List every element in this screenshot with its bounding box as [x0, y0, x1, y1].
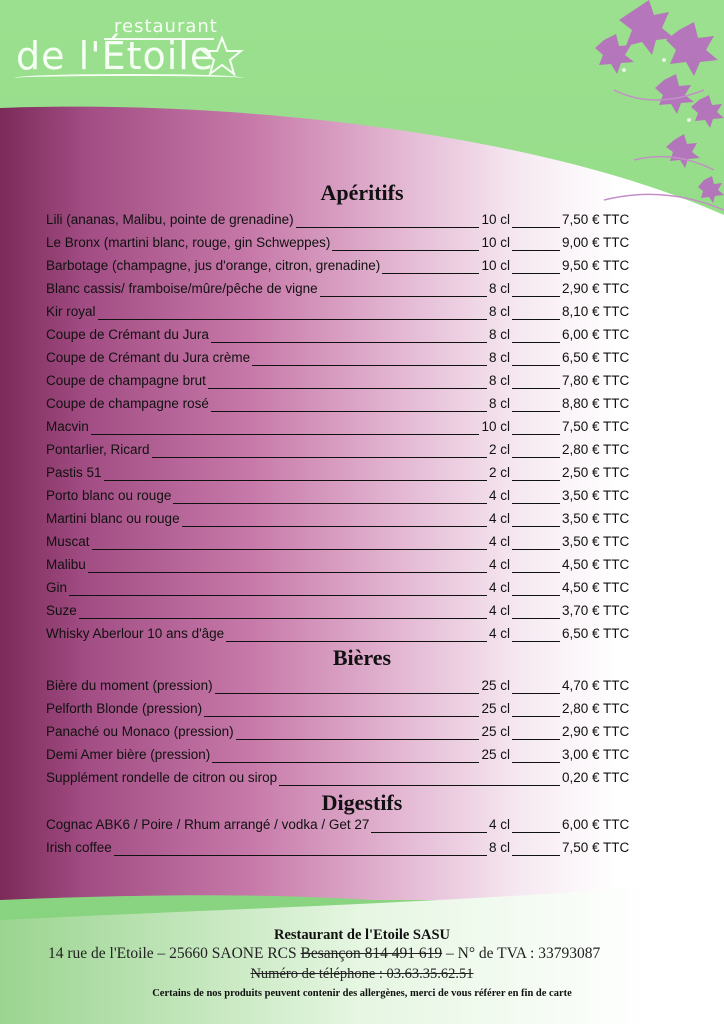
- menu-item-volume: 8 cl: [488, 350, 510, 365]
- menu-item-row: [46, 327, 636, 347]
- menu-item-name: Cognac ABK6 / Poire / Rhum arrangé / vodka / Get 27: [46, 817, 370, 832]
- menu-item-row: [46, 281, 636, 301]
- leader-line: [382, 273, 479, 274]
- leader-line: [173, 503, 487, 504]
- leader-line: [512, 296, 560, 297]
- menu-item-name: Coupe de champagne brut: [46, 373, 206, 388]
- footer-address-line: [48, 945, 600, 963]
- menu-item-name: Pelforth Blonde (pression): [46, 701, 203, 716]
- allergen-note: Certains de nos produits peuvent contenir des allergènes, merci de vous référer en fin de carte: [152, 988, 572, 999]
- leader-line: [88, 572, 487, 573]
- menu-item-volume: 2 cl: [488, 442, 510, 457]
- menu-item-volume: 4 cl: [488, 580, 510, 595]
- menu-item-row: [46, 235, 636, 255]
- menu-item-volume: 4 cl: [488, 603, 510, 618]
- leader-line: [512, 595, 560, 596]
- menu-item-row: [46, 511, 636, 531]
- menu-item-name: Malibu: [46, 557, 86, 572]
- footer-company: Restaurant de l'Etoile SASU: [273, 927, 451, 943]
- menu-item-price: 6,50 € TTC: [562, 626, 630, 641]
- leader-line: [211, 411, 487, 412]
- menu-item-price: 7,50 € TTC: [562, 840, 630, 855]
- menu-item-row: [46, 465, 636, 485]
- menu-item-row: [46, 304, 636, 324]
- menu-item-volume: 8 cl: [488, 304, 510, 319]
- leader-line: [279, 785, 560, 786]
- menu-item-row: [46, 488, 636, 508]
- leader-line: [296, 227, 480, 228]
- leader-line: [512, 480, 560, 481]
- star-icon: [200, 36, 244, 76]
- footer-phone: Numéro de téléphone : 03.63.35.62.51: [250, 966, 474, 982]
- menu-item-row: [46, 724, 636, 744]
- menu-item-volume: 2 cl: [488, 465, 510, 480]
- menu-item-name: Supplément rondelle de citron ou sirop: [46, 770, 278, 785]
- menu-item-price: 3,50 € TTC: [562, 511, 630, 526]
- menu-item-row: [46, 212, 636, 232]
- menu-item-name: Irish coffee: [46, 840, 112, 855]
- menu-item-price: 3,70 € TTC: [562, 603, 630, 618]
- menu-item-volume: 8 cl: [488, 373, 510, 388]
- menu-item-name: Kir royal: [46, 304, 96, 319]
- menu-item-row: [46, 817, 636, 837]
- menu-item-row: [46, 534, 636, 554]
- logo-main-text: de l'Étoile: [16, 34, 215, 78]
- footer-tva: – N° de TVA : 33793087: [442, 945, 601, 962]
- leader-line: [182, 526, 487, 527]
- leader-line: [512, 273, 560, 274]
- menu-item-row: [46, 840, 636, 860]
- menu-item-price: 6,00 € TTC: [562, 327, 630, 342]
- menu-item-row: [46, 258, 636, 278]
- menu-item-price: 4,70 € TTC: [562, 678, 630, 693]
- menu-item-volume: 8 cl: [488, 396, 510, 411]
- menu-item-price: 7,80 € TTC: [562, 373, 630, 388]
- leader-line: [92, 549, 487, 550]
- footer-rcs: Besançon 814 491 619: [300, 945, 443, 962]
- leader-line: [512, 411, 560, 412]
- menu-item-name: Panaché ou Monaco (pression): [46, 724, 234, 739]
- menu-item-price: 9,50 € TTC: [562, 258, 630, 273]
- leader-line: [69, 595, 487, 596]
- leader-line: [512, 457, 560, 458]
- leader-line: [512, 739, 560, 740]
- menu-item-volume: 8 cl: [488, 840, 510, 855]
- menu-item-name: Muscat: [46, 534, 90, 549]
- leader-line: [211, 342, 487, 343]
- menu-item-price: 6,50 € TTC: [562, 350, 630, 365]
- menu-item-row: [46, 396, 636, 416]
- menu-item-volume: 4 cl: [488, 488, 510, 503]
- menu-item-name: Bière du moment (pression): [46, 678, 213, 693]
- menu-item-row: [46, 701, 636, 721]
- leader-line: [320, 296, 487, 297]
- menu-item-price: 8,10 € TTC: [562, 304, 630, 319]
- menu-item-row: [46, 770, 636, 790]
- menu-item-name: Coupe de champagne rosé: [46, 396, 209, 411]
- menu-item-name: Coupe de Crémant du Jura: [46, 327, 209, 342]
- menu-item-volume: 10 cl: [481, 419, 510, 434]
- menu-item-volume: 8 cl: [488, 281, 510, 296]
- restaurant-logo: [14, 14, 244, 78]
- menu-item-name: Gin: [46, 580, 68, 595]
- leader-line: [152, 457, 487, 458]
- leader-line: [512, 716, 560, 717]
- leader-line: [512, 618, 560, 619]
- leader-line: [236, 739, 480, 740]
- menu-item-name: Martini blanc ou rouge: [46, 511, 180, 526]
- leader-line: [252, 365, 487, 366]
- menu-item-volume: 4 cl: [488, 534, 510, 549]
- leader-line: [512, 526, 560, 527]
- menu-item-name: Whisky Aberlour 10 ans d'âge: [46, 626, 225, 641]
- menu-item-price: 3,50 € TTC: [562, 488, 630, 503]
- menu-item-row: [46, 603, 636, 623]
- menu-item-name: Coupe de Crémant du Jura crème: [46, 350, 251, 365]
- menu-item-price: 3,50 € TTC: [562, 534, 630, 549]
- leader-line: [512, 641, 560, 642]
- menu-item-price: 2,90 € TTC: [562, 281, 630, 296]
- menu-item-name: Blanc cassis/ framboise/mûre/pêche de vigne: [46, 281, 318, 296]
- menu-item-price: 4,50 € TTC: [562, 557, 630, 572]
- menu-item-name: Suze: [46, 603, 77, 618]
- menu-item-row: [46, 626, 636, 646]
- leader-line: [114, 855, 487, 856]
- leader-line: [332, 250, 479, 251]
- menu-item-price: 2,80 € TTC: [562, 442, 630, 457]
- menu-item-price: 7,50 € TTC: [562, 419, 630, 434]
- leader-line: [98, 319, 487, 320]
- menu-item-volume: 25 cl: [481, 747, 510, 762]
- logo-swoosh: [14, 74, 244, 82]
- menu-item-row: [46, 373, 636, 393]
- menu-item-price: 9,00 € TTC: [562, 235, 630, 250]
- menu-item-name: Pontarlier, Ricard: [46, 442, 150, 457]
- menu-item-price: 6,00 € TTC: [562, 817, 630, 832]
- menu-item-name: Lili (ananas, Malibu, pointe de grenadine): [46, 212, 294, 227]
- menu-item-volume: 8 cl: [488, 327, 510, 342]
- leader-line: [208, 388, 487, 389]
- leader-line: [212, 762, 479, 763]
- menu-item-row: [46, 419, 636, 439]
- leader-line: [512, 365, 560, 366]
- menu-item-volume: 4 cl: [488, 511, 510, 526]
- logo-top-text: restaurant: [114, 16, 218, 37]
- menu-item-row: [46, 557, 636, 577]
- menu-item-row: [46, 350, 636, 370]
- menu-item-name: Macvin: [46, 419, 89, 434]
- leader-line: [104, 480, 487, 481]
- section-title-bieres: Bières: [332, 645, 392, 670]
- menu-item-row: [46, 747, 636, 767]
- leader-line: [512, 434, 560, 435]
- leader-line: [512, 503, 560, 504]
- menu-item-row: [46, 442, 636, 462]
- menu-item-price: 7,50 € TTC: [562, 212, 630, 227]
- menu-item-price: 4,50 € TTC: [562, 580, 630, 595]
- leader-line: [512, 549, 560, 550]
- menu-item-volume: 4 cl: [488, 817, 510, 832]
- menu-item-price: 2,80 € TTC: [562, 701, 630, 716]
- footer-address: 14 rue de l'Etoile – 25660 SAONE RCS: [48, 945, 297, 962]
- section-title-aperitifs: Apéritifs: [320, 180, 404, 205]
- leader-line: [226, 641, 487, 642]
- leader-line: [512, 227, 560, 228]
- menu-item-price: 2,50 € TTC: [562, 465, 630, 480]
- menu-item-name: Pastis 51: [46, 465, 102, 480]
- leader-line: [79, 618, 487, 619]
- menu-item-price: 8,80 € TTC: [562, 396, 630, 411]
- menu-item-name: Le Bronx (martini blanc, rouge, gin Schweppes): [46, 235, 331, 250]
- leader-line: [512, 342, 560, 343]
- menu-item-volume: 4 cl: [488, 626, 510, 641]
- menu-item-price: 0,20 € TTC: [562, 770, 630, 785]
- menu-item-volume: 25 cl: [481, 678, 510, 693]
- menu-item-row: [46, 678, 636, 698]
- leader-line: [512, 762, 560, 763]
- leader-line: [512, 855, 560, 856]
- menu-item-volume: 25 cl: [481, 701, 510, 716]
- leader-line: [512, 832, 560, 833]
- menu-item-volume: 25 cl: [481, 724, 510, 739]
- leader-line: [91, 434, 480, 435]
- menu-item-name: Porto blanc ou rouge: [46, 488, 172, 503]
- menu-item-volume: 4 cl: [488, 557, 510, 572]
- leader-line: [512, 693, 560, 694]
- menu-item-volume: 10 cl: [481, 258, 510, 273]
- leader-line: [371, 832, 487, 833]
- menu-item-volume: 10 cl: [481, 235, 510, 250]
- menu-item-price: 3,00 € TTC: [562, 747, 630, 762]
- menu-item-price: 2,90 € TTC: [562, 724, 630, 739]
- leader-line: [204, 716, 479, 717]
- leader-line: [512, 388, 560, 389]
- menu-item-row: [46, 580, 636, 600]
- leader-line: [512, 572, 560, 573]
- menu-item-name: Barbotage (champagne, jus d'orange, citron, grenadine): [46, 258, 381, 273]
- leader-line: [512, 319, 560, 320]
- leader-line: [512, 250, 560, 251]
- leader-line: [215, 693, 480, 694]
- menu-item-volume: 10 cl: [481, 212, 510, 227]
- menu-item-name: Demi Amer bière (pression): [46, 747, 211, 762]
- section-title-digestifs: Digestifs: [321, 790, 403, 815]
